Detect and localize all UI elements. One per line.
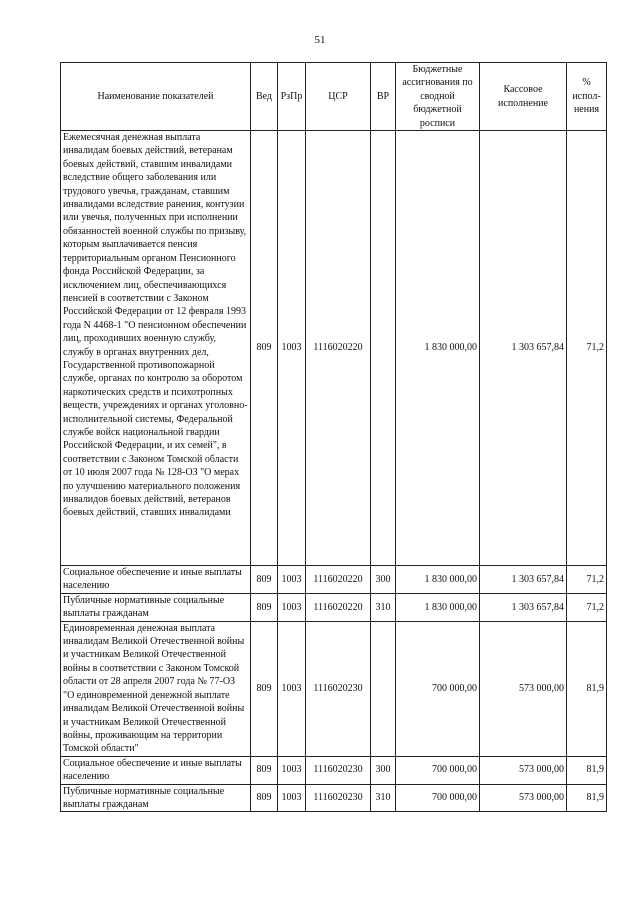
row-budget: 700 000,00 (396, 784, 480, 812)
row-kassa: 573 000,00 (480, 756, 567, 784)
header-rzpr: РзПр (278, 63, 306, 131)
row-rzpr: 1003 (278, 566, 306, 594)
table-row (61, 131, 607, 566)
row-ved: 809 (251, 566, 278, 594)
header-name: Наименование показателей (61, 63, 251, 131)
row-kassa: 1 303 657,84 (480, 131, 567, 566)
row-kassa: 573 000,00 (480, 784, 567, 812)
header-csr: ЦСР (306, 63, 371, 131)
row-ved: 809 (251, 621, 278, 756)
row-percent: 71,2 (567, 131, 607, 566)
row-vr (371, 131, 396, 566)
row-name (61, 131, 251, 566)
row-ved: 809 (251, 593, 278, 621)
table-row (61, 566, 607, 594)
row-budget: 700 000,00 (396, 756, 480, 784)
row-csr: 1116020230 (306, 621, 371, 756)
row-percent: 81,9 (567, 784, 607, 812)
row-csr: 1116020220 (306, 131, 371, 566)
row-percent: 71,2 (567, 593, 607, 621)
row-name-text: Ежемесячная денежная выплата инвалидам боевых действий, ветеранам боевых действий, ставшим инвалидами вследствие общего заболевания или трудового увечья, гражданам, ставшим инвалидами вследствие ранения, контузии или увечья, полученных при исполнении обязанностей военной службы по призыву, которым выплачивается пенсия территориальным органом Пенсионного фонда Российской Федерации, за исключением лиц, обеспечивающихся пенсией в соответствии с Законом Российской Федерации от 12 февраля 1993 года N 4468-1 "О пенсионном обеспечении лиц, проходивших военную службу, службу в органах внутренних дел, Государственной противопожарной службе, органах по контролю за оборотом наркотических средств и психотропных веществ, учреждениях и органах уголовно-исполнительной системы, Федеральной службе войск национальной гвардии Российской Федерации, и их семей", в соответствии с Законом Томской области от 10 июля 2007 года № 128-ОЗ "О мерах по улучшению материального положения инвалидов боевых действий, ветеранов боевых действий, ставших инвалидами (63, 132, 248, 519)
row-vr: 310 (371, 593, 396, 621)
row-vr (371, 621, 396, 756)
row-name: Единовременная денежная выплата инвалидам Великой Отечественной войны и участникам Великой Отечественной войны в соответствии с Законом Томской области от 28 апреля 2007 года № 77-ОЗ "О единовременной денежной выплате инвалидам Великой Отечественной войны и участникам Великой Отечественной войны, проживающим на территории Томской области" (61, 621, 251, 756)
row-ved: 809 (251, 131, 278, 566)
budget-execution-table (60, 62, 607, 812)
header-vr: ВР (371, 63, 396, 131)
row-rzpr: 1003 (278, 784, 306, 812)
row-rzpr: 1003 (278, 593, 306, 621)
row-rzpr: 1003 (278, 131, 306, 566)
table-row (61, 621, 607, 756)
header-budget: Бюджетные ассигнования по сводной бюджетной росписи (396, 63, 480, 131)
table-row (61, 784, 607, 812)
row-name: Публичные нормативные социальные выплаты гражданам (61, 784, 251, 812)
header-percent: % испол-нения (567, 63, 607, 131)
row-kassa: 1 303 657,84 (480, 593, 567, 621)
row-percent: 81,9 (567, 756, 607, 784)
row-name: Публичные нормативные социальные выплаты гражданам (61, 593, 251, 621)
row-budget: 1 830 000,00 (396, 566, 480, 594)
row-kassa: 573 000,00 (480, 621, 567, 756)
row-rzpr: 1003 (278, 756, 306, 784)
header-kassa: Кассовое исполнение (480, 63, 567, 131)
row-csr: 1116020230 (306, 784, 371, 812)
table-row (61, 593, 607, 621)
row-ved: 809 (251, 756, 278, 784)
row-budget: 700 000,00 (396, 621, 480, 756)
header-ved: Вед (251, 63, 278, 131)
row-percent: 71,2 (567, 566, 607, 594)
row-percent: 81,9 (567, 621, 607, 756)
row-csr: 1116020230 (306, 756, 371, 784)
row-name: Социальное обеспечение и иные выплаты населению (61, 756, 251, 784)
row-vr: 310 (371, 784, 396, 812)
table-row (61, 756, 607, 784)
row-ved: 809 (251, 784, 278, 812)
page-number: 51 (314, 34, 326, 46)
table-header-row (61, 63, 607, 131)
row-kassa: 1 303 657,84 (480, 566, 567, 594)
row-csr: 1116020220 (306, 593, 371, 621)
row-csr: 1116020220 (306, 566, 371, 594)
row-budget: 1 830 000,00 (396, 593, 480, 621)
row-vr: 300 (371, 756, 396, 784)
row-vr: 300 (371, 566, 396, 594)
row-name: Социальное обеспечение и иные выплаты населению (61, 566, 251, 594)
row-rzpr: 1003 (278, 621, 306, 756)
row-budget: 1 830 000,00 (396, 131, 480, 566)
